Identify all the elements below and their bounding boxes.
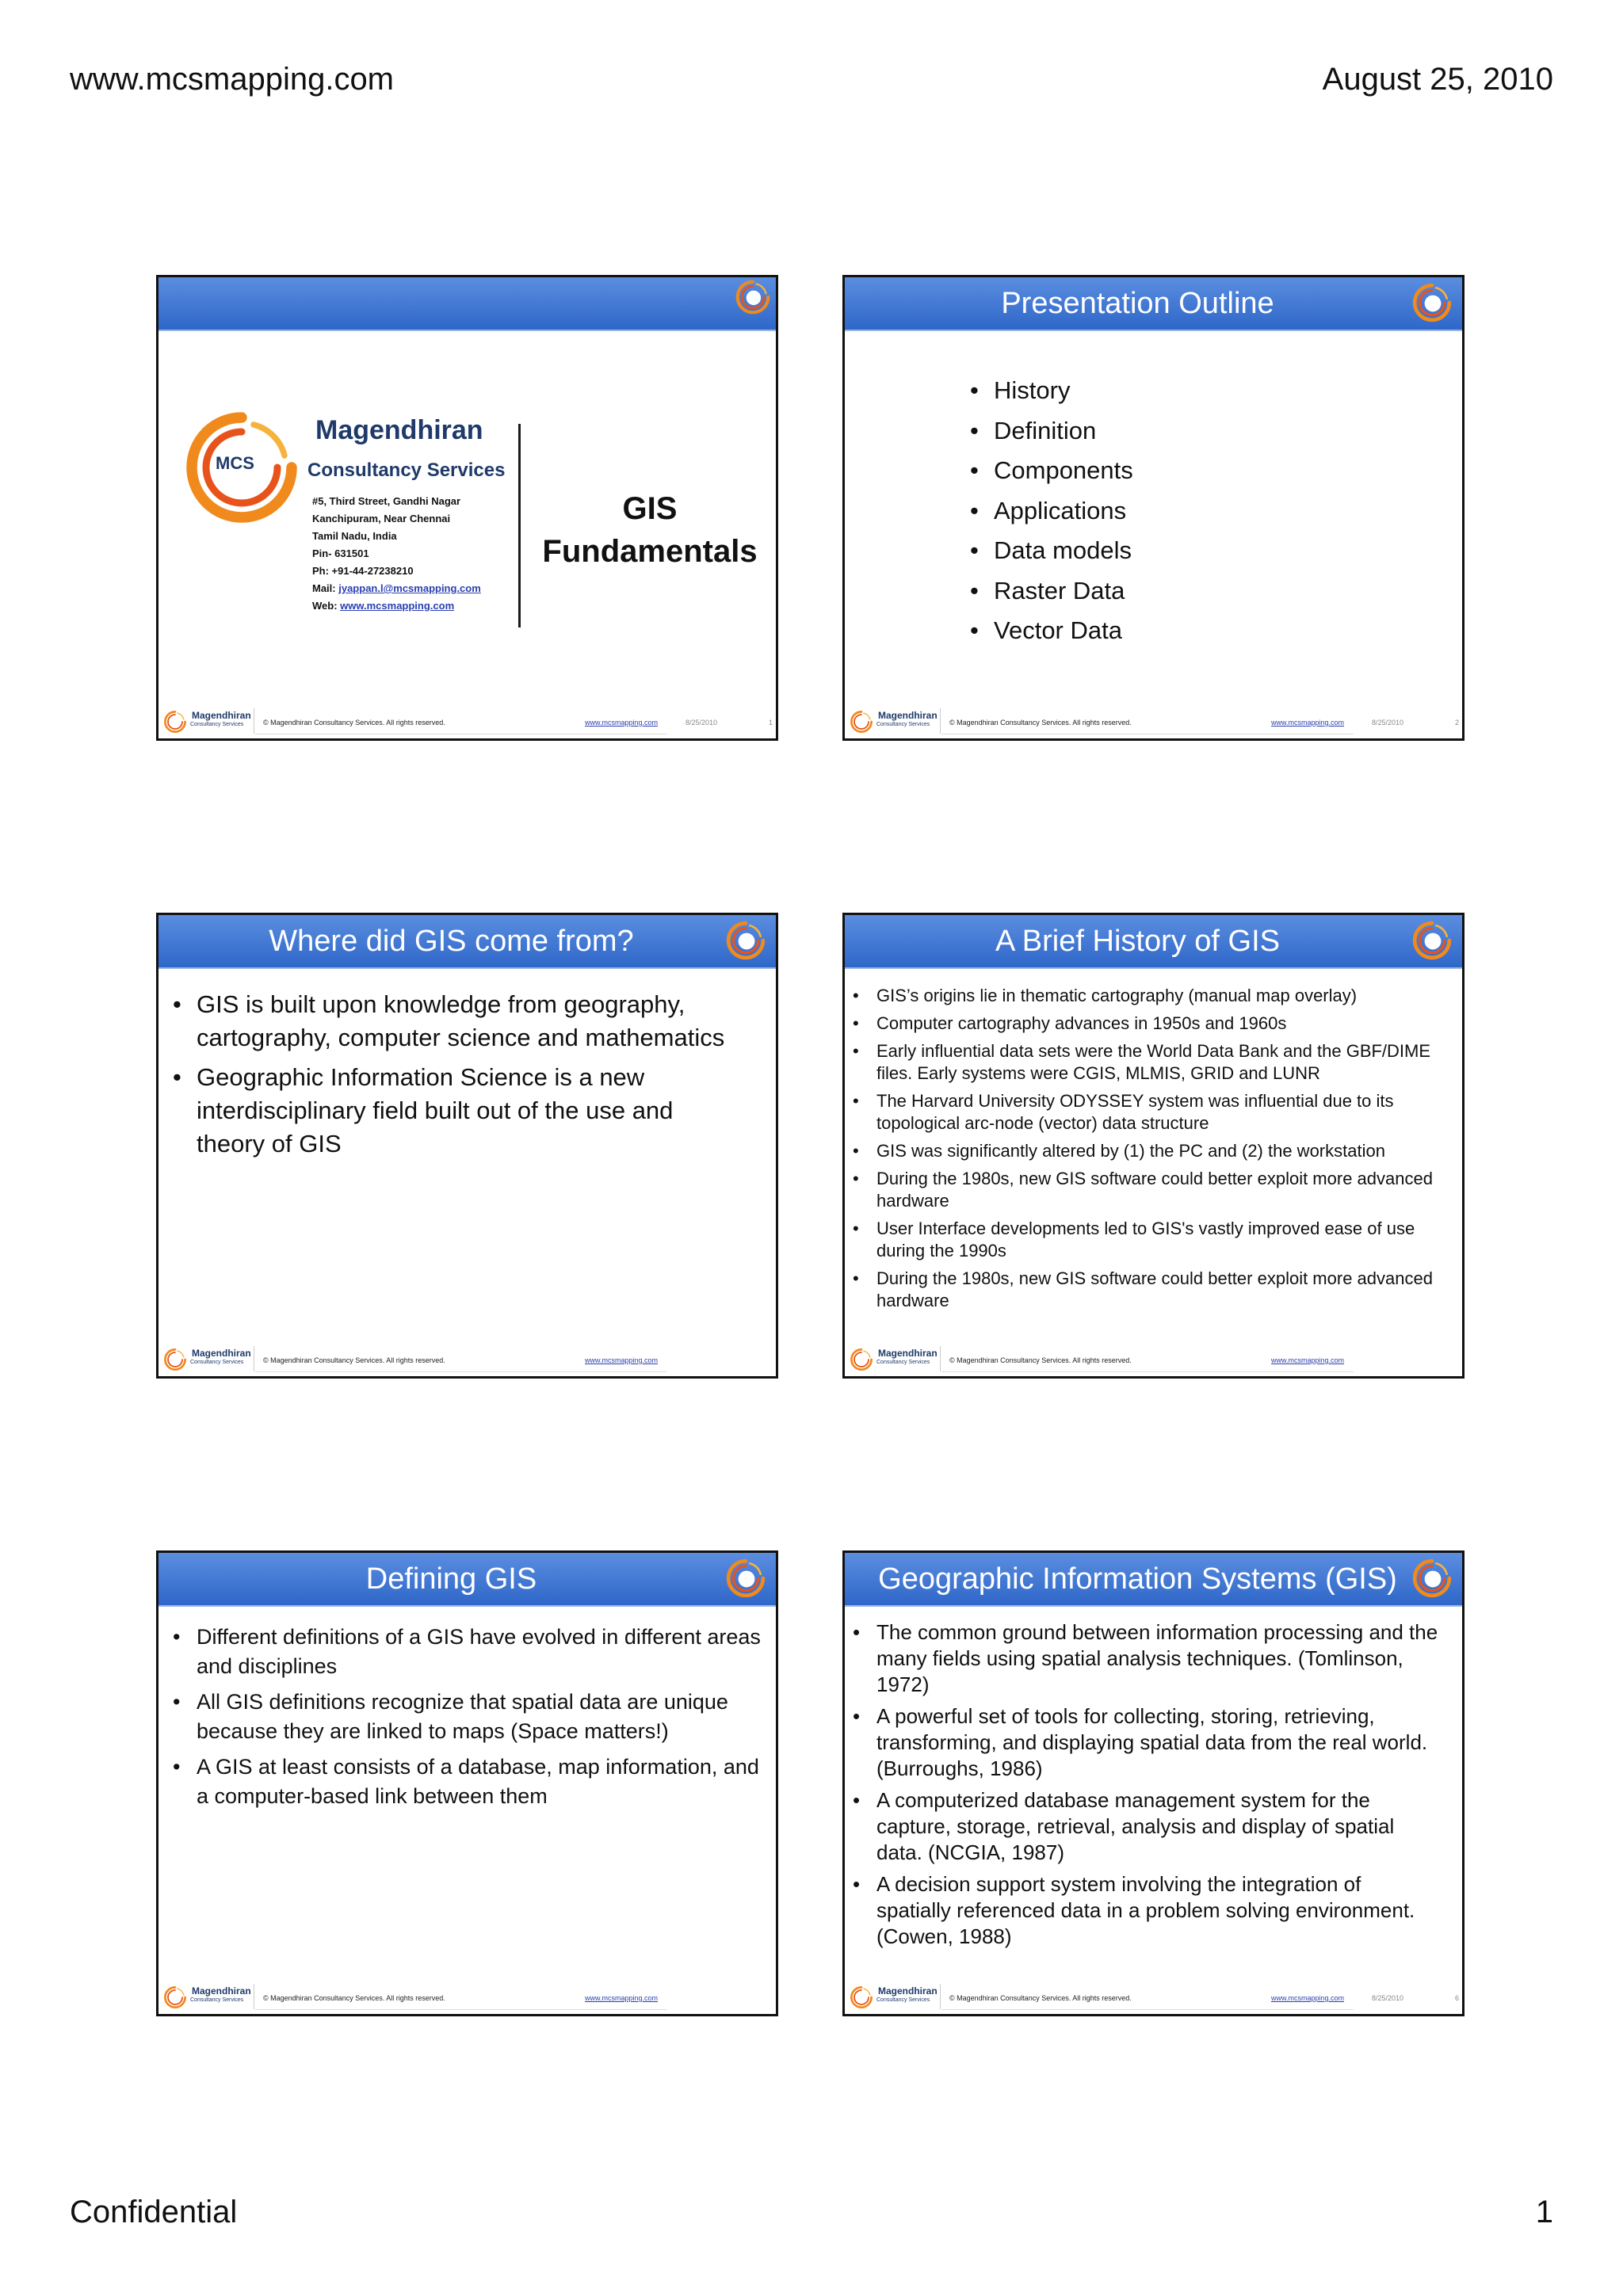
list-item: • Computer cartography advances in 1950s and 1960s [842, 1013, 1441, 1035]
footer-logo: Magendhiran Consultancy Services [848, 1346, 941, 1371]
mcs-logo-icon [1410, 920, 1454, 961]
slide-2-outline [842, 275, 1465, 741]
mcs-logo-icon [850, 1348, 873, 1371]
list-item: • During the 1980s, new GIS software could better exploit more advanced hardware [842, 1168, 1441, 1212]
footer-logo: Magendhiran Consultancy Services [848, 708, 941, 734]
list-item: • The Harvard University ODYSSEY system was influential due to its topological arc-node (vector) data structure [842, 1090, 1441, 1135]
slide-title: Geographic Information Systems (GIS) [845, 1553, 1462, 1607]
footer-website-link[interactable]: www.mcsmapping.com [585, 1994, 659, 2002]
mcs-logo-icon [724, 1558, 768, 1599]
list-item: • User Interface developments led to GIS's vastly improved ease of use during the 1990s [842, 1218, 1441, 1262]
list-item: • The common ground between information processing and the many fields using spatial analysis techniques. (Tomlinson, 1972) [842, 1619, 1441, 1698]
footer-date: 8/25/2010 [1372, 1994, 1404, 2002]
footer-website-link[interactable]: www.mcsmapping.com [1271, 719, 1345, 727]
slide-title: A Brief History of GIS [845, 915, 1462, 969]
footer-date: 8/25/2010 [1372, 719, 1404, 727]
slide-footer [845, 1981, 1462, 2014]
list-item: • Early influential data sets were the World Data Bank and the GBF/DIME files. Early systems were CGIS, MLMIS, GRID and LUNR [842, 1040, 1441, 1085]
web-link[interactable]: www.mcsmapping.com [340, 600, 455, 612]
list-item: • All GIS definitions recognize that spatial data are unique because they are linked to maps (Space matters!) [158, 1688, 761, 1746]
page-footer-confidential: Confidential [70, 2195, 238, 2229]
slide-6-definitions [842, 1550, 1465, 2016]
mcs-logo-text: MCS [216, 453, 254, 473]
mcs-logo-icon [850, 1985, 873, 2009]
page-header-date: August 25, 2010 [1322, 62, 1553, 97]
slide-title: Where did GIS come from? [158, 915, 776, 969]
slide-number: 6 [1455, 1994, 1460, 2002]
list-item: • Different definitions of a GIS have evolved in different areas and disciplines [158, 1623, 761, 1681]
footer-logo: Magendhiran Consultancy Services [162, 708, 254, 734]
bullet-list [158, 1623, 761, 1811]
slide-5-defining [156, 1550, 778, 2016]
footer-website-link[interactable]: www.mcsmapping.com [1271, 1994, 1345, 2002]
presentation-title: GIS Fundamentals [542, 491, 758, 569]
footer-copyright: © Magendhiran Consultancy Services. All rights reserved. [949, 1356, 1132, 1364]
mcs-logo-icon [163, 1348, 187, 1371]
page-number: 1 [1535, 2195, 1553, 2229]
slide-number: 1 [769, 719, 773, 727]
footer-copyright: © Magendhiran Consultancy Services. All rights reserved. [263, 1994, 445, 2002]
divider [518, 424, 521, 627]
slide-footer [845, 705, 1462, 738]
company-address: #5, Third Street, Gandhi Nagar Kanchipuram, Near Chennai Tamil Nadu, India Pin- 631501 Ph: +91-44-27238210 Mail: jyappan.l@mcsmapping.com Web: www.mcsmapping.com [312, 495, 481, 612]
slide-number: 2 [1455, 719, 1460, 727]
slide-1-title [156, 275, 778, 741]
slide-footer [158, 1343, 776, 1376]
list-item: • Vector Data [956, 611, 1133, 651]
list-item: • During the 1980s, new GIS software could better exploit more advanced hardware [842, 1268, 1441, 1312]
list-item: • A powerful set of tools for collecting, storing, retrieving, transforming, and displaying spatial data from the real world. (Burroughs, 1986) [842, 1703, 1441, 1782]
list-item: • Geographic Information Science is a new interdisciplinary field built out of the use and theory of GIS [158, 1061, 745, 1161]
list-item: • Raster Data [956, 571, 1133, 612]
slide-footer [158, 1981, 776, 2014]
slide-title: Presentation Outline [845, 277, 1462, 331]
slide-1-header-bar [158, 277, 776, 331]
mcs-logo-icon [1410, 1558, 1454, 1599]
outline-list [956, 371, 1133, 651]
list-item: • A decision support system involving the integration of spatially referenced data in a problem solving environment. (Cowen, 1988) [842, 1871, 1441, 1950]
bullet-list [842, 1619, 1441, 1950]
mcs-logo-icon [163, 1985, 187, 2009]
footer-copyright: © Magendhiran Consultancy Services. All rights reserved. [263, 719, 445, 727]
list-item: • History [956, 371, 1133, 411]
bullet-list [158, 988, 745, 1161]
mcs-logo-icon [850, 710, 873, 734]
page-header-website: www.mcsmapping.com [70, 62, 395, 97]
footer-copyright: © Magendhiran Consultancy Services. All rights reserved. [949, 719, 1132, 727]
company-name: Magendhiran [315, 415, 483, 445]
footer-copyright: © Magendhiran Consultancy Services. All rights reserved. [263, 1356, 445, 1364]
mcs-logo-icon [1410, 282, 1454, 323]
mcs-logo-icon [735, 279, 771, 315]
slide-3-origin [156, 913, 778, 1379]
mcs-logo-icon [724, 920, 768, 961]
mail-link[interactable]: jyappan.l@mcsmapping.com [338, 582, 481, 594]
bullet-list [842, 985, 1441, 1312]
footer-website-link[interactable]: www.mcsmapping.com [585, 1356, 659, 1364]
list-item: • A GIS at least consists of a database, map information, and a computer-based link between them [158, 1753, 761, 1811]
footer-copyright: © Magendhiran Consultancy Services. All rights reserved. [949, 1994, 1132, 2002]
mcs-logo-icon [163, 710, 187, 734]
footer-logo: Magendhiran Consultancy Services [162, 1346, 254, 1371]
list-item: • Applications [956, 491, 1133, 532]
list-item: • Data models [956, 531, 1133, 571]
list-item: • Definition [956, 411, 1133, 452]
footer-website-link[interactable]: www.mcsmapping.com [585, 719, 659, 727]
list-item: • GIS’s origins lie in thematic cartography (manual map overlay) [842, 985, 1441, 1007]
company-subtitle: Consultancy Services [307, 460, 506, 481]
footer-website-link[interactable]: www.mcsmapping.com [1271, 1356, 1345, 1364]
slide-footer [158, 705, 776, 738]
list-item: • GIS is built upon knowledge from geography, cartography, computer science and mathematics [158, 988, 745, 1055]
footer-logo: Magendhiran Consultancy Services [848, 1984, 941, 2009]
slide-4-history [842, 913, 1465, 1379]
footer-date: 8/25/2010 [685, 719, 718, 727]
slide-footer [845, 1343, 1462, 1376]
list-item: • GIS was significantly altered by (1) the PC and (2) the workstation [842, 1140, 1441, 1162]
slide-title: Defining GIS [158, 1553, 776, 1607]
list-item: • Components [956, 451, 1133, 491]
footer-logo: Magendhiran Consultancy Services [162, 1984, 254, 2009]
list-item: • A computerized database management system for the capture, storage, retrieval, analysis and display of spatial data. (NCGIA, 1987) [842, 1787, 1441, 1866]
